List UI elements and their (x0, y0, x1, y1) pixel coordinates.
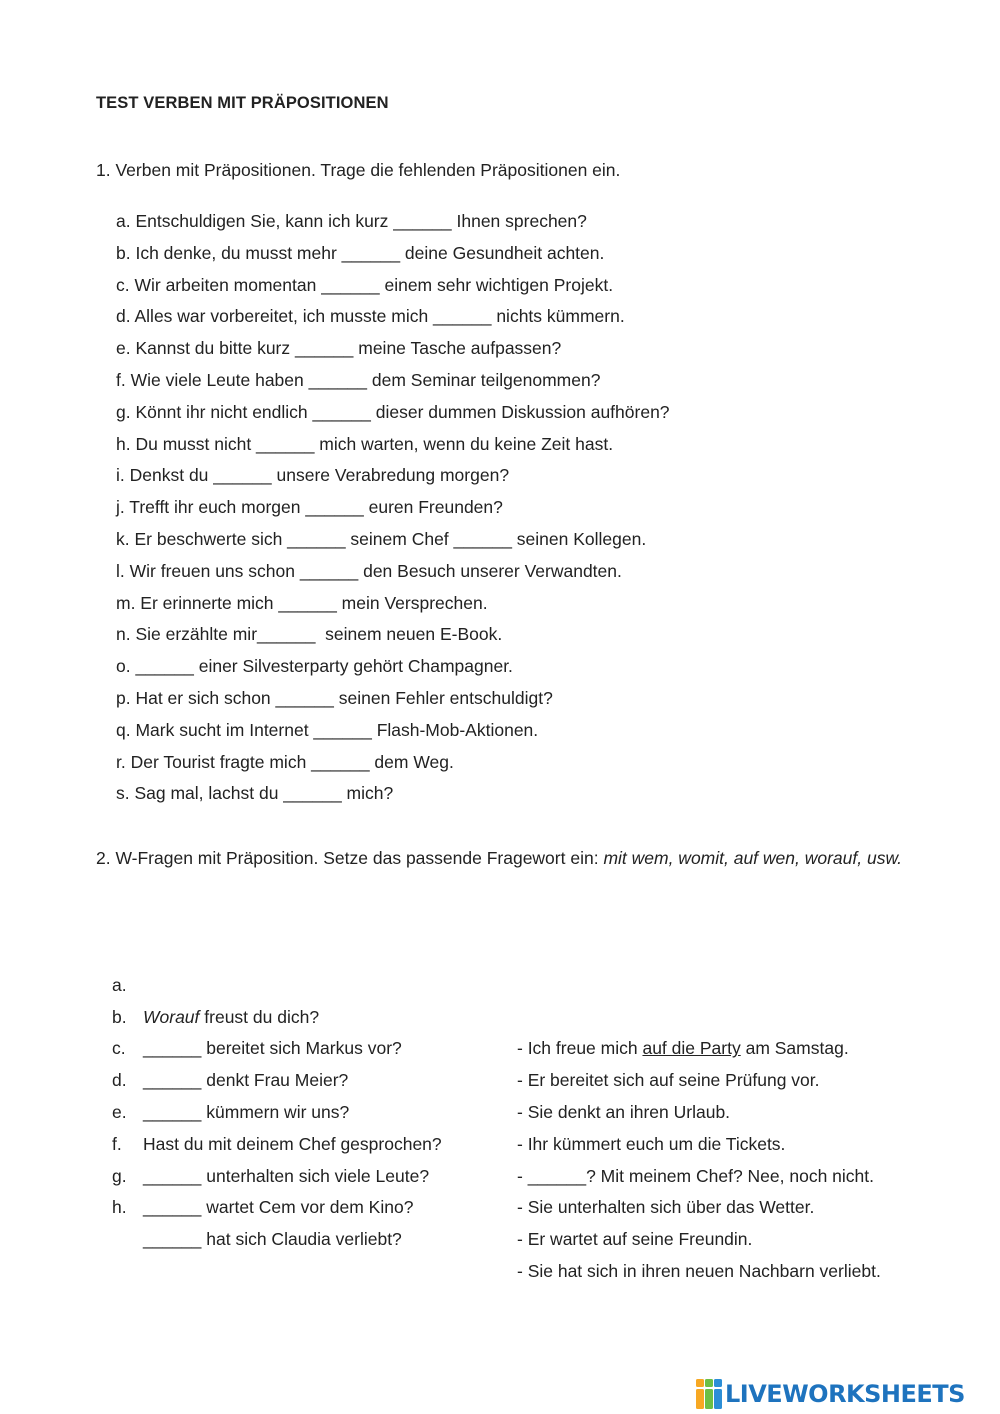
row-label: f. (112, 1133, 122, 1154)
worksheet-title: TEST VERBEN MIT PRÄPOSITIONEN (96, 94, 389, 112)
exercise-item: r. Der Tourist fragte mich ______ dem Weg. (116, 751, 454, 772)
row-question: ______ hat sich Claudia verliebt? (143, 1229, 402, 1250)
section2-instruction-text: 2. W-Fragen mit Präposition. Setze das passende Fragewort ein: (96, 848, 604, 868)
row-question: Hast du mit deinem Chef gesprochen? (143, 1133, 442, 1154)
exercise-item: a. Entschuldigen Sie, kann ich kurz ______ Ihnen sprechen? (116, 211, 587, 231)
section2-list (112, 938, 912, 1281)
row-question: ______ unterhalten sich viele Leute? (143, 1165, 430, 1186)
row-label: c. (112, 1038, 126, 1059)
row-question: ______ bereitet sich Markus vor? (143, 1038, 402, 1059)
exercise-item: i. Denkst du ______ unsere Verabredung morgen? (116, 465, 510, 486)
exercise-item: m. Er erinnerte mich ______ mein Versprechen. (116, 592, 488, 613)
exercise-item: e. Kannst du bitte kurz ______ meine Tasche aufpassen? (116, 338, 562, 359)
exercise-item: j. Trefft ihr euch morgen ______ euren Freunden? (116, 497, 503, 518)
row-label: e. (112, 1101, 127, 1122)
row-label: h. (112, 1197, 127, 1218)
row-answer: - Ihr kümmert euch um die Tickets. (517, 1133, 786, 1154)
section2-examples: mit wem, womit, auf wen, worauf, usw. (603, 848, 903, 868)
exercise-item: f. Wie viele Leute haben ______ dem Seminar teilgenommen? (116, 369, 601, 390)
exercise-item: k. Er beschwerte sich ______ seinem Chef ______ seinen Kollegen. (116, 528, 647, 549)
exercise-item: s. Sag mal, lachst du ______ mich? (116, 783, 394, 804)
section1-list (116, 206, 670, 810)
row-question: ______ kümmern wir uns? (143, 1101, 350, 1122)
row-answer: - Sie unterhalten sich über das Wetter. (517, 1197, 815, 1218)
row-question: ______ denkt Frau Meier? (143, 1070, 349, 1091)
example-answer-underlined: auf die Party (642, 1038, 741, 1059)
exercise-item: l. Wir freuen uns schon ______ den Besuch unserer Verwandten. (116, 560, 622, 581)
row-label: g. (112, 1165, 127, 1186)
exercise-item: p. Hat er sich schon ______ seinen Fehler entschuldigt? (116, 687, 553, 708)
row-label: a. (112, 974, 127, 995)
row-label: d. (112, 1070, 127, 1091)
exercise-item: n. Sie erzählte mir______ seinem neuen E-Book. (116, 624, 503, 645)
row-answer: - ______? Mit meinem Chef? Nee, noch nicht. (517, 1165, 874, 1186)
section1-instruction: 1. Verben mit Präpositionen. Trage die fehlenden Präpositionen ein. (96, 160, 621, 180)
row-answer: - Er bereitet sich auf seine Prüfung vor. (517, 1070, 820, 1091)
example-answer-post: am Samstag. (740, 1038, 849, 1059)
row-answer: - Sie hat sich in ihren neuen Nachbarn verliebt. (517, 1260, 881, 1281)
section2-instruction (96, 842, 916, 874)
example-question-rest: freust du dich? (199, 1006, 320, 1027)
example-answer-pre: - Ich freue mich (517, 1038, 643, 1059)
liveworksheets-logo[interactable] (696, 1374, 965, 1414)
exercise-item: c. Wir arbeiten momentan ______ einem sehr wichtigen Projekt. (116, 274, 614, 295)
exercise-item: q. Mark sucht im Internet ______ Flash-Mob-Aktionen. (116, 719, 539, 740)
row-label: b. (112, 1006, 127, 1027)
example-question-word: Worauf (143, 1006, 200, 1027)
liveworksheets-logo-icon (696, 1379, 722, 1409)
row-question: ______ wartet Cem vor dem Kino? (143, 1197, 414, 1218)
exercise-item: d. Alles war vorbereitet, ich musste mich ______ nichts kümmern. (116, 306, 625, 327)
logo-text: LIVEWORKSHEETS (725, 1380, 965, 1408)
exercise-item: h. Du musst nicht ______ mich warten, wenn du keine Zeit hast. (116, 433, 614, 454)
exercise-item: b. Ich denke, du musst mehr ______ deine Gesundheit achten. (116, 242, 605, 263)
exercise-item: g. Könnt ihr nicht endlich ______ dieser dummen Diskussion aufhören? (116, 401, 670, 422)
row-answer: - Sie denkt an ihren Urlaub. (517, 1101, 731, 1122)
exercise-item: o. ______ einer Silvesterparty gehört Champagner. (116, 656, 513, 677)
row-answer: - Er wartet auf seine Freundin. (517, 1229, 753, 1250)
